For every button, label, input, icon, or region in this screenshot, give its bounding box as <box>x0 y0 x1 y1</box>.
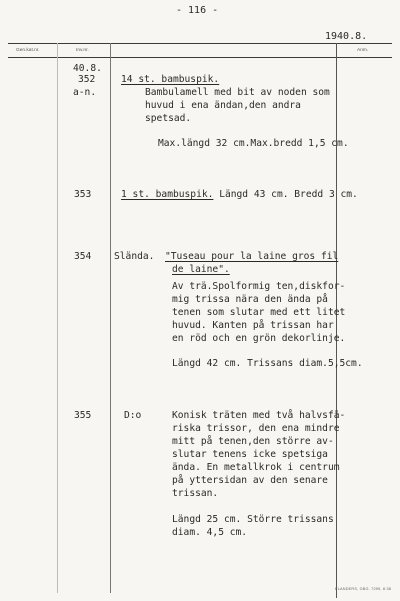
header-inv-nr: Inv.nr. <box>76 48 89 53</box>
entry-353-inv-number: 353 <box>74 189 92 200</box>
entry-355-desc-line-3: mitt på tenen,den större av- <box>172 436 334 447</box>
entry-354-desc-line-2: mig trissa nära den ända på <box>172 294 328 305</box>
entry-354-desc-line-5: en röd och en grön dekorlinje. <box>172 333 346 344</box>
entry-352-range: a-n. <box>73 87 97 98</box>
entry-354-title-line-2: de laine". <box>172 264 230 275</box>
entry-353-rest: Längd 43 cm. Bredd 3 cm. <box>213 189 358 200</box>
entry-352-desc-line-1: Bambulamell med bit av noden som <box>145 87 330 98</box>
entry-353-text <box>121 188 358 201</box>
header-anm: Anm. <box>357 48 369 53</box>
column-divider-3 <box>336 43 337 598</box>
year-stamp: 1940.8. <box>325 31 368 42</box>
entry-352-inv-number: 352 <box>78 74 96 85</box>
entry-355-measure-line-2: diam. 4,5 cm. <box>172 527 248 538</box>
entry-354-title-line-1: "Tuseau pour la laine gros fil <box>165 251 339 262</box>
entry-354-desc-line-3: tenen som slutar med ett litet <box>172 307 346 318</box>
entry-355-desc-line-2: riska trissor, den ena mindre <box>172 423 340 434</box>
column-divider-1 <box>57 43 58 593</box>
entry-354-desc-line-4: huvud. Kanten på trissan har <box>172 320 334 331</box>
entry-355-desc-line-4: slutar tenens icke spetsiga <box>172 449 328 460</box>
entry-355-desc-line-5: ända. En metallkrok i centrum <box>172 462 340 473</box>
header-gen-kat-nr: Gen.kat.nr. <box>16 48 40 53</box>
entry-353-title: 1 st. bambuspik. <box>121 189 214 200</box>
header-rule-bottom <box>8 57 392 58</box>
entry-352-year: 40.8. <box>73 63 102 74</box>
printer-mark: ELANDERS, GBG. 7299, 8.38 <box>335 587 392 591</box>
column-divider-2 <box>110 43 111 593</box>
page-number: - 116 - <box>176 5 219 16</box>
header-rule-top <box>8 43 392 44</box>
entry-355-inv-number: 355 <box>74 410 92 421</box>
entry-354-inv-number: 354 <box>74 251 92 262</box>
entry-355-name: D:o <box>124 410 142 421</box>
entry-352-title: 14 st. bambuspik. <box>121 74 220 85</box>
entry-352-measure: Max.längd 32 cm.Max.bredd 1,5 cm. <box>158 138 349 149</box>
entry-355-desc-line-1: Konisk träten med två halvsfä- <box>172 410 346 421</box>
entry-354-name: Slända. <box>114 251 155 262</box>
entry-354-desc-line-1: Av trä.Spolformig ten,diskfor- <box>172 281 346 292</box>
entry-355-measure-line-1: Längd 25 cm. Större trissans <box>172 514 334 525</box>
entry-352-desc-line-3: spetsad. <box>145 113 192 124</box>
entry-354-measure: Längd 42 cm. Trissans diam.5,5cm. <box>172 358 363 369</box>
entry-355-desc-line-7: trissan. <box>172 488 219 499</box>
entry-352-desc-line-2: huvud i ena ändan,den andra <box>145 100 301 111</box>
entry-355-desc-line-6: på yttersidan av den senare <box>172 475 328 486</box>
